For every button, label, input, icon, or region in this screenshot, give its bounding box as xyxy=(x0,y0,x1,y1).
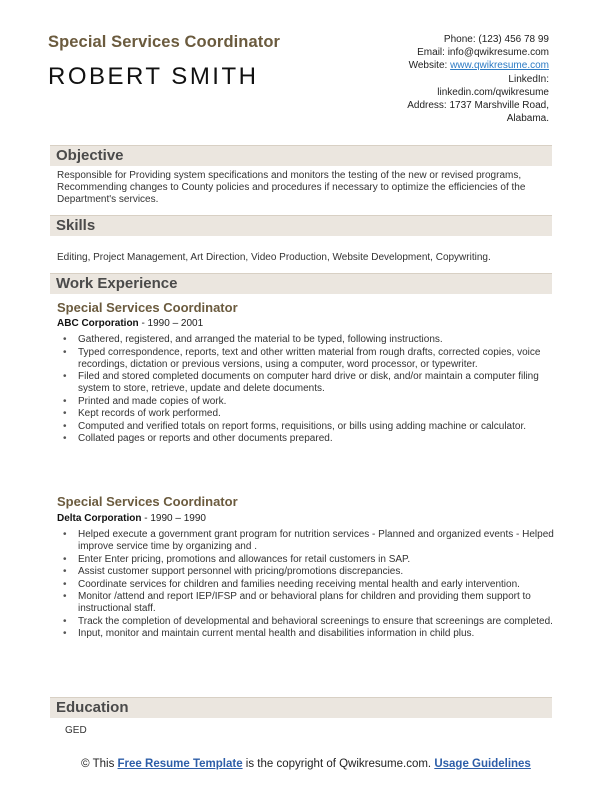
list-item: • Computed and verified totals on report forms, requisitions, or bills using adding machine or calculator. xyxy=(78,421,570,433)
contact-block xyxy=(349,33,549,125)
contact-address-line1: Address: 1737 Marshville Road, xyxy=(407,100,549,112)
job-1-dates: - 1990 – 2001 xyxy=(138,318,204,329)
contact-email: Email: info@qwikresume.com xyxy=(417,47,549,59)
contact-linkedin-url: linkedin.com/qwikresume xyxy=(437,86,549,98)
objective-text: Responsible for Providing system specifications and monitors the testing of the new or revised programs, Recommending changes to County policies and procedures if necessary to optimize the efficiencies of the Department's services. xyxy=(57,170,526,205)
job-1-company: ABC Corporation xyxy=(57,318,139,329)
objective-heading: Objective xyxy=(56,147,124,164)
skills-heading: Skills xyxy=(56,217,96,234)
list-item: • Track the completion of developmental and behavioral screenings to ensure that screenings are completed. xyxy=(78,616,570,628)
work-heading: Work Experience xyxy=(56,275,178,292)
education-heading: Education xyxy=(56,699,129,716)
education-text: GED xyxy=(65,725,87,736)
job-title: Special Services Coordinator xyxy=(48,33,281,51)
contact-linkedin-label: LinkedIn: xyxy=(508,73,549,85)
list-item: • Kept records of work performed. xyxy=(78,408,570,420)
list-item: • Enter Enter pricing, promotions and allowances for retail customers in SAP. xyxy=(78,554,570,566)
job-1-bullets xyxy=(57,334,570,446)
list-item: • Input, monitor and maintain current mental health and disabilities information in child plus. xyxy=(78,628,570,640)
job-2-company: Delta Corporation xyxy=(57,513,142,524)
website-link[interactable]: www.qwikresume.com xyxy=(450,60,549,72)
work-section-header xyxy=(50,273,552,294)
job-1-title: Special Services Coordinator xyxy=(57,300,238,315)
list-item: • Printed and made copies of work. xyxy=(78,396,570,408)
list-item: • Typed correspondence, reports, text and other written material from rough drafts, corrected copies, voice recordings, dictation or previous versions, using a computer, word processor, or typewriter. xyxy=(78,347,570,371)
job-1-company-line xyxy=(57,318,203,329)
skills-text: Editing, Project Management, Art Direction, Video Production, Website Development, Copywriting. xyxy=(57,252,491,263)
job-2-company-line xyxy=(57,513,206,524)
contact-phone: Phone: (123) 456 78 99 xyxy=(443,34,549,45)
list-item: • Collated pages or reports and other documents prepared. xyxy=(78,433,570,445)
job-2-bullets xyxy=(57,529,570,641)
list-item: • Coordinate services for children and families needing receiving mental health and early intervention. xyxy=(78,579,570,591)
website-label: Website: xyxy=(408,60,451,72)
list-item: • Monitor /attend and report IEP/IFSP and or behavioral plans for children and providing them support to instructional staff. xyxy=(78,591,570,615)
free-resume-template-link[interactable]: Free Resume Template xyxy=(117,758,243,770)
candidate-name: ROBERT SMITH xyxy=(48,63,259,90)
objective-section-header xyxy=(50,145,552,166)
list-item: • Gathered, registered, and arranged the material to be typed, following instructions. xyxy=(78,334,570,346)
list-item: • Helped execute a government grant program for nutrition services - Planned and organized events - Helped improve service time by organizing and . xyxy=(78,529,570,553)
education-section-header xyxy=(50,697,552,718)
list-item: • Assist customer support personnel with pricing/promotions discrepancies. xyxy=(78,566,570,578)
footer-middle: is the copyright of Qwikresume.com. xyxy=(242,758,435,770)
copyright-footer xyxy=(60,758,552,771)
job-2-dates: - 1990 – 1990 xyxy=(141,513,206,524)
footer-prefix: © This xyxy=(81,758,118,770)
usage-guidelines-link[interactable]: Usage Guidelines xyxy=(434,758,531,770)
job-2-title: Special Services Coordinator xyxy=(57,494,238,509)
contact-website xyxy=(349,59,549,72)
skills-section-header xyxy=(50,215,552,236)
list-item: • Filed and stored completed documents on computer hard drive or disk, and/or maintain a computer filing system to store, retrieve, update and delete documents. xyxy=(78,371,570,395)
contact-address-line2: Alabama. xyxy=(506,113,549,125)
